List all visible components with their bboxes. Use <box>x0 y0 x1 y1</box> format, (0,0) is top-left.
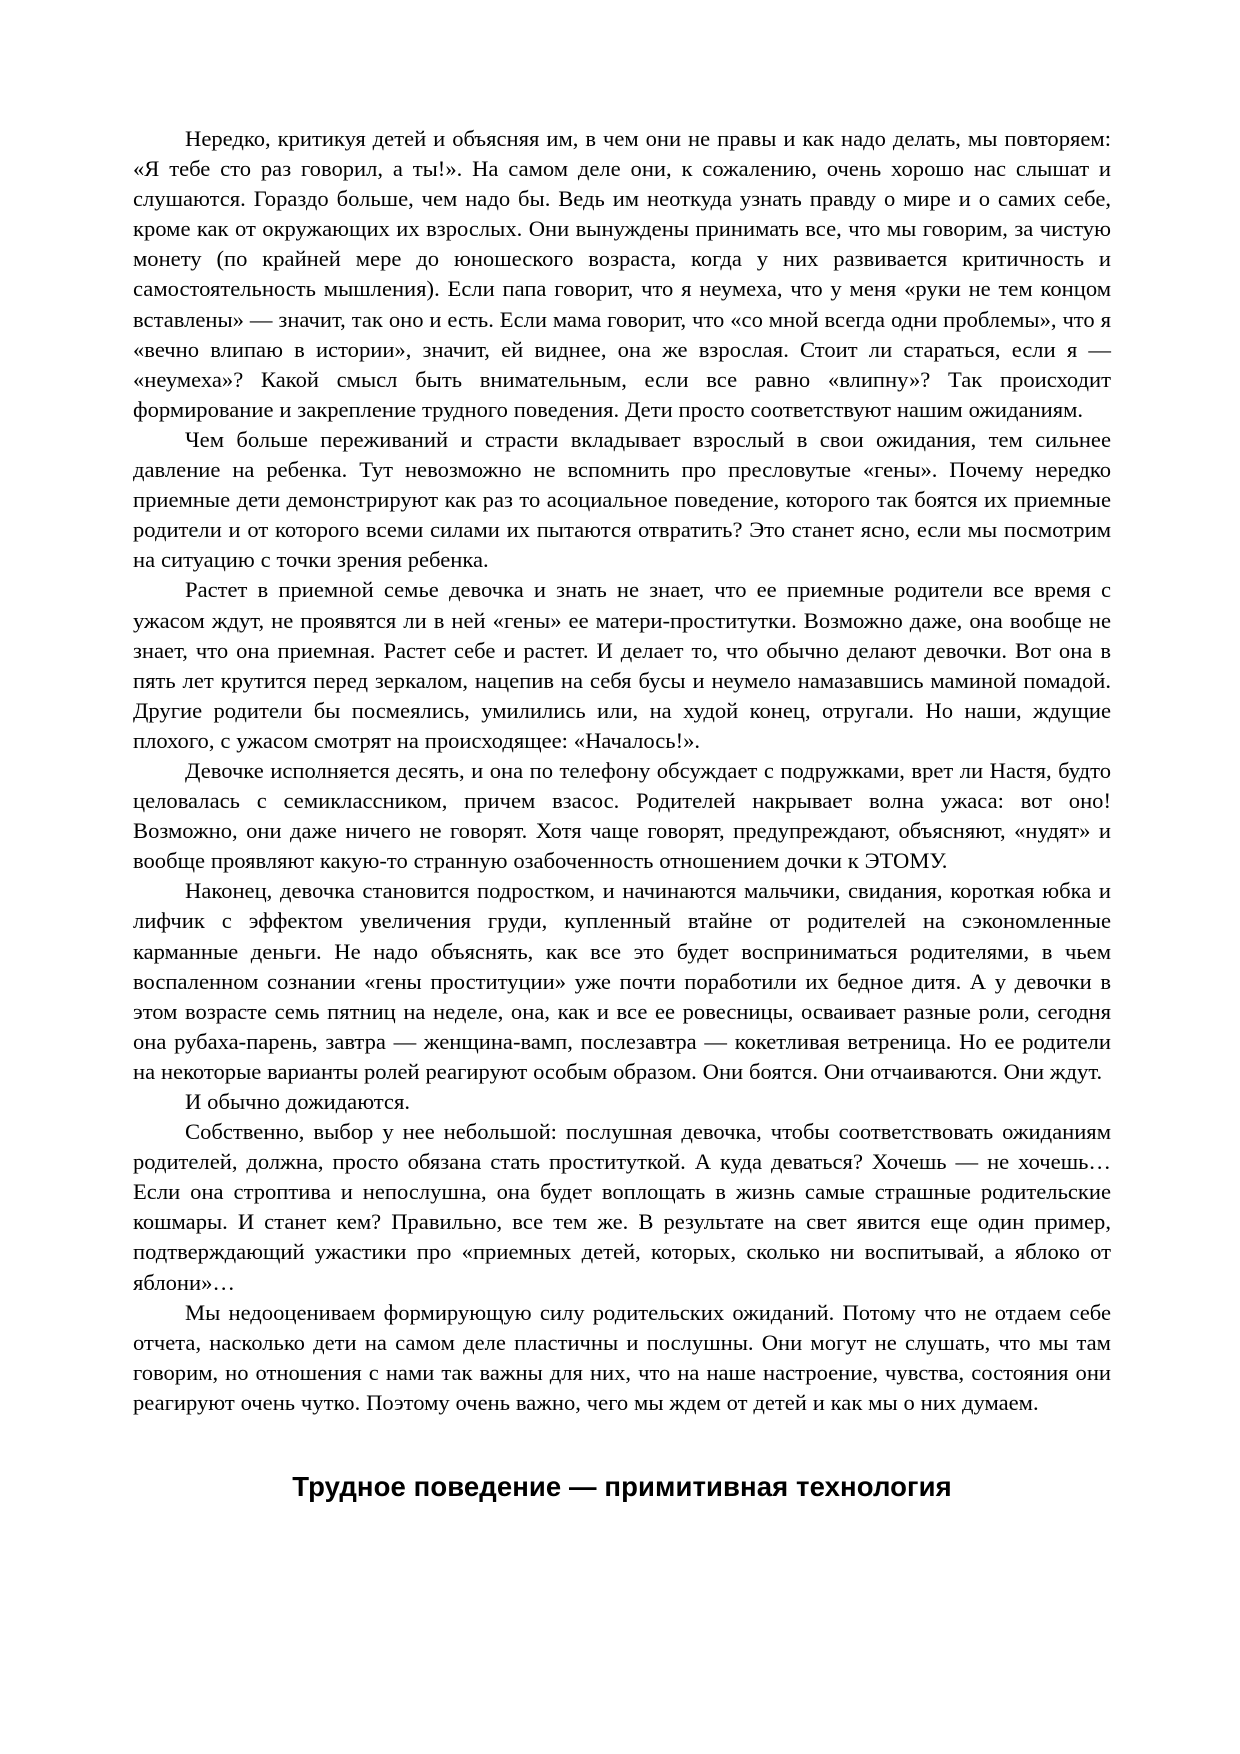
body-paragraph: И обычно дожидаются. <box>185 1089 410 1114</box>
body-paragraph: Мы недооцениваем формирующую силу родительских ожиданий. Потому что не отдаем себе отчета, насколько дети на самом деле пластичны и послушны. Они могут не слушать, что мы там говорим, но отношения с нами так важны для них, что на наше настроение, чувства, состояния они реагируют очень чутко. Поэтому очень важно, чего мы ждем от детей и как мы о них думаем. <box>133 1299 1111 1415</box>
body-paragraph: Растет в приемной семье девочка и знать не знает, что ее приемные родители все время с ужасом ждут, не проявятся ли в ней «гены» ее матери-проститутки. Возможно даже, она вообще не знает, что она приемная. Растет себе и растет. И делает то, что обычно делают девочки. Вот она в пять лет крутится перед зеркалом, нацепив на себя бусы и неумело намазавшись маминой помадой. Другие родители бы посмеялись, умилились или, на худой конец, отругали. Но наши, ждущие плохого, с ужасом смотрят на происходящее: «Началось!». <box>133 577 1111 753</box>
body-paragraph: Собственно, выбор у нее небольшой: послушная девочка, чтобы соответствовать ожиданиям родителей, должна, просто обязана стать проституткой. А куда деваться? Хочешь — не хочешь… Если она строптива и непослушна, она будет воплощать в жизнь самые страшные родительские кошмары. И станет кем? Правильно, все тем же. В результате на свет явится еще один пример, подтверждающий ужастики про «приемных детей, которых, сколько ни воспитывай, а яблоко от яблони»… <box>133 1119 1111 1295</box>
section-heading: Трудное поведение — примитивная технология <box>292 1471 952 1503</box>
body-paragraph: Нередко, критикуя детей и объясняя им, в чем они не правы и как надо делать, мы повторяем: «Я тебе сто раз говорил, а ты!». На самом деле они, к сожалению, очень хорошо нас слышат и слушаются. Гораздо больше, чем надо бы. Ведь им неоткуда узнать правду о мире и о самих себе, кроме как от окружающих их взрослых. Они вынуждены принимать все, что мы говорим, за чистую монету (по крайней мере до юношеского возраста, когда у них развивается критичность и самостоятельность мышления). Если папа говорит, что я неумеха, что у меня «руки не тем концом вставлены» — значит, так оно и есть. Если мама говорит, что «со мной всегда одни проблемы», что я «вечно влипаю в истории», значит, ей виднее, она же взрослая. Стоит ли стараться, если я — «неумеха»? Какой смысл быть внимательным, если все равно «влипну»? Так происходит формирование и закрепление трудного поведения. Дети просто соответствуют нашим ожиданиям. <box>133 126 1111 422</box>
body-paragraph: Чем больше переживаний и страсти вкладывает взрослый в свои ожидания, тем сильнее давление на ребенка. Тут невозможно не вспомнить про пресловутые «гены». Почему нередко приемные дети демонстрируют как раз то асоциальное поведение, которого так боятся их приемные родители и от которого всеми силами их пытаются отвратить? Это станет ясно, если мы посмотрим на ситуацию с точки зрения ребенка. <box>133 426 1111 573</box>
body-paragraph: Наконец, девочка становится подростком, и начинаются мальчики, свидания, короткая юбка и лифчик с эффектом увеличения груди, купленный втайне от родителей на сэкономленные карманные деньги. Не надо объяснять, как все это будет восприниматься родителями, в чьем воспаленном сознании «гены проституции» уже почти поработили их бедное дитя. А у девочки в этом возрасте семь пятниц на неделе, она, как и все ее ровесницы, осваивает разные роли, сегодня она рубаха-парень, завтра — женщина-вамп, послезавтра — кокетливая ветреница. Но ее родители на некоторые варианты ролей реагируют особым образом. Они боятся. Они отчаиваются. Они ждут. <box>133 878 1111 1084</box>
body-paragraph: Девочке исполняется десять, и она по телефону обсуждает с подружками, врет ли Настя, будто целовалась с семиклассником, причем взасос. Родителей накрывает волна ужаса: вот оно! Возможно, они даже ничего не говорят. Хотя чаще говорят, предупреждают, объясняют, «нудят» и вообще проявляют какую-то странную озабоченность отношением дочки к ЭТОМУ. <box>133 757 1111 874</box>
page-text-column <box>133 124 1111 1504</box>
